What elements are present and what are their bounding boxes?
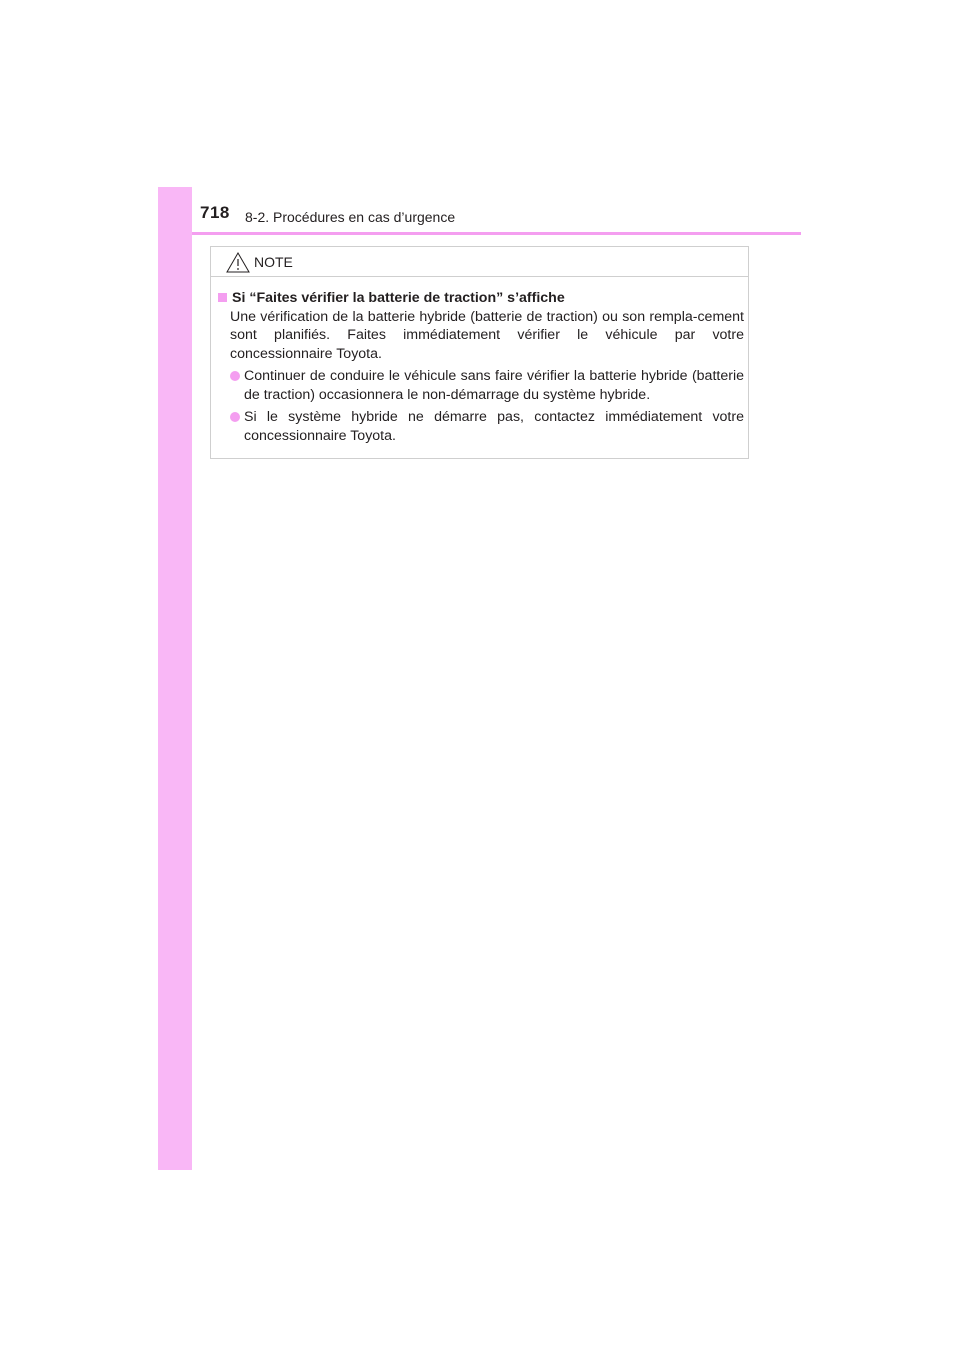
- note-heading-text: Si “Faites vérifier la batterie de traction” s’affiche: [232, 290, 565, 306]
- note-heading: [217, 289, 744, 308]
- list-item-text: Continuer de conduire le véhicule sans faire vérifier la batterie hybride (batterie de traction) occasionnera le non-démarrage du système hybride.: [244, 368, 744, 403]
- list-item-text: Si le système hybride ne démarre pas, contactez immédiatement votre concessionnaire Toyota.: [244, 409, 744, 444]
- note-header: [211, 247, 748, 277]
- note-paragraph: Une vérification de la batterie hybride (batterie de traction) ou son rempla-cement sont planifiés. Faites immédiatement vérifier le véhicule par votre concessionnaire Toyota.: [230, 308, 744, 362]
- list-item: [230, 408, 744, 445]
- header-rule: [192, 232, 801, 235]
- chapter-side-band: [158, 187, 192, 1170]
- note-box: [210, 246, 749, 459]
- warning-triangle-icon: [226, 252, 250, 273]
- square-bullet-icon: [218, 293, 227, 302]
- section-title: 8-2. Procédures en cas d’urgence: [245, 209, 456, 225]
- note-label: NOTE: [254, 254, 293, 270]
- note-body: [217, 289, 744, 445]
- circle-bullet-icon: [230, 412, 240, 422]
- list-item: [230, 367, 744, 404]
- page-number: 718: [200, 203, 230, 222]
- circle-bullet-icon: [230, 371, 240, 381]
